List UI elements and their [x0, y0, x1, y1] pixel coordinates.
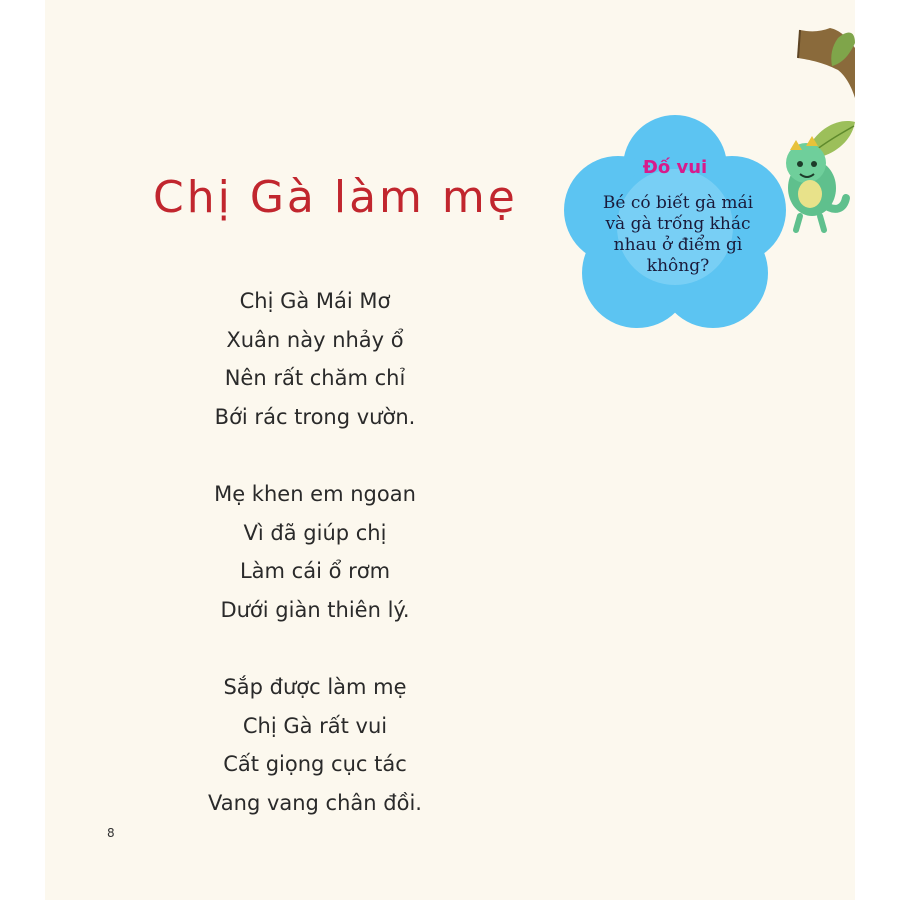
- stanza-1: [165, 282, 465, 436]
- poem-line: Bới rác trong vườn.: [214, 404, 416, 429]
- poem-line: Chị Gà rất vui: [242, 713, 388, 738]
- dragon-on-branch-icon: [760, 18, 855, 238]
- book-page: [45, 0, 855, 900]
- poem-line: Vang vang chân đồi.: [208, 790, 422, 815]
- stanza-3: [165, 668, 465, 822]
- poem-line: Sắp được làm mẹ: [223, 675, 407, 699]
- poem-title: Chị Gà làm mẹ: [153, 172, 518, 223]
- poem-body: [165, 282, 465, 861]
- poem-line: Mẹ khen em ngoan: [214, 482, 416, 506]
- poem-line: Cất giọng cục tác: [223, 752, 407, 776]
- quiz-title: Đố vui: [642, 157, 708, 178]
- poem-line: Xuân này nhảy ổ: [226, 327, 404, 352]
- stanza-2: [165, 475, 465, 629]
- page-number: 8: [107, 826, 115, 840]
- poem-line: Nên rất chăm chỉ: [224, 366, 406, 390]
- poem-line: Vì đã giúp chị: [243, 520, 387, 545]
- poem-line: Dưới giàn thiên lý.: [220, 597, 410, 622]
- poem-line: Chị Gà Mái Mơ: [239, 289, 391, 313]
- quiz-flower-bubble: [563, 115, 787, 331]
- quiz-question: Bé có biết gà mái và gà trống khác nhau ở điểm gì không?: [602, 193, 754, 276]
- poem-line: Làm cái ổ rơm: [239, 559, 391, 583]
